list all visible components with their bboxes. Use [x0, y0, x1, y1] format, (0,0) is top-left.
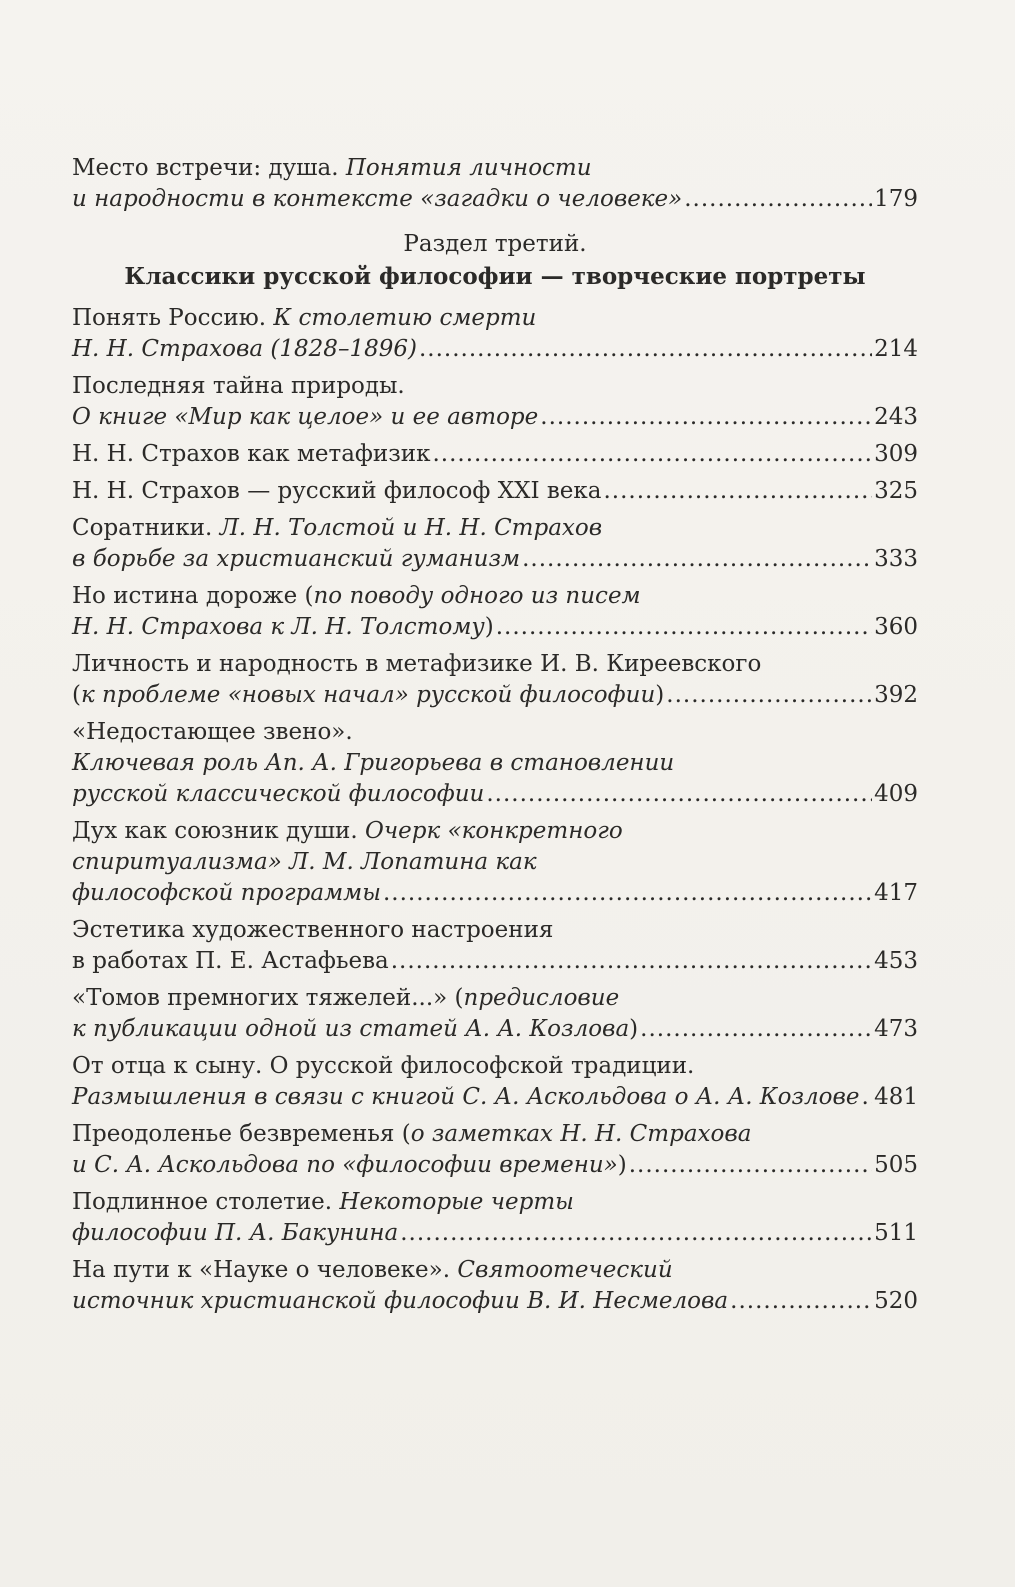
toc-entry-text [72, 334, 417, 365]
page-number: 505 [874, 1152, 918, 1178]
toc-entry-text [72, 946, 389, 977]
toc-plain-text: Н. Н. Страхов — русский философ XXI века [72, 478, 602, 504]
toc-italic-text: предисловие [463, 985, 620, 1011]
toc-entry-last-line [72, 1014, 918, 1045]
page-number: 360 [874, 614, 918, 640]
dot-leader [540, 402, 872, 433]
toc-entry-last-line [72, 946, 918, 977]
page-number: 214 [874, 336, 918, 362]
toc-italic-text: философской программы [72, 880, 381, 906]
toc-entry-last-line [72, 184, 918, 215]
toc-entry-text [72, 1286, 728, 1317]
toc-plain-text: Н. Н. Страхов как метафизик [72, 441, 431, 467]
dot-leader [391, 946, 872, 977]
toc-entry-line [72, 1051, 918, 1082]
toc-entry-text [72, 305, 536, 331]
toc-plain-text: в работах П. Е. Астафьева [72, 948, 389, 974]
toc-entry-text [72, 1121, 751, 1147]
toc-entry-text [72, 985, 619, 1011]
toc-entry-text [72, 719, 353, 745]
toc-entry-last-line [72, 544, 918, 575]
dot-leader [400, 1218, 872, 1249]
page-number: 520 [874, 1288, 918, 1314]
dot-leader [684, 184, 872, 215]
toc-entry-last-line [72, 680, 918, 711]
toc-entry-text [72, 651, 761, 677]
toc-entry-line [72, 915, 918, 946]
toc-italic-text: Л. Н. Толстой и Н. Н. Страхов [219, 515, 603, 541]
toc-entry-last-line [72, 1286, 918, 1317]
page-number: 481 [874, 1084, 918, 1110]
page-number: 417 [874, 880, 918, 906]
dot-leader [604, 476, 873, 507]
toc-entry-text [72, 373, 405, 399]
toc-plain-text: ) [655, 682, 665, 708]
dot-leader [433, 439, 873, 470]
page-number: 325 [874, 478, 918, 504]
dot-leader [522, 544, 872, 575]
toc-entries [72, 303, 918, 1317]
toc-plain-text: ) [617, 1152, 627, 1178]
toc-entry-line [72, 371, 918, 402]
dot-leader [730, 1286, 872, 1317]
toc-italic-text: в борьбе за христианский гуманизм [72, 546, 521, 572]
toc-plain-text: Понять Россию. [72, 305, 274, 331]
toc-entry [72, 983, 918, 1045]
toc-entry-line [72, 1255, 918, 1286]
toc-entry-line [72, 303, 918, 334]
toc-plain-text: Дух как союзник души. [72, 818, 365, 844]
toc-entry-line [72, 581, 918, 612]
toc-italic-text: русской классической философии [72, 781, 485, 807]
toc-entry [72, 371, 918, 433]
toc-italic-text: Очерк «конкретного [364, 818, 623, 844]
toc-plain-text: ) [629, 1016, 639, 1042]
toc-entry-last-line [72, 878, 918, 909]
toc-entry-last-line [72, 439, 918, 470]
toc-entry-last-line [72, 334, 918, 365]
toc-entry-last-line [72, 476, 918, 507]
dot-leader [640, 1014, 872, 1045]
toc-entry [72, 303, 918, 365]
toc-entry-text [72, 680, 664, 711]
toc-italic-text: Понятия личности [345, 155, 592, 181]
toc-entry-text [72, 779, 484, 810]
toc-entry-text [72, 1189, 574, 1215]
dot-leader [629, 1150, 872, 1181]
toc-plain-text: Преодоленье безвременья ( [72, 1121, 411, 1147]
dot-leader [383, 878, 872, 909]
dot-leader [496, 612, 872, 643]
section-subtitle: Раздел третий. [403, 231, 587, 257]
dot-leader [419, 334, 872, 365]
toc-entry-text [72, 1014, 638, 1045]
toc-entry-line [72, 649, 918, 680]
toc-italic-text: источник христианской философии В. И. Несмелова [72, 1288, 729, 1314]
toc-entry [72, 153, 918, 215]
toc-plain-text: Эстетика художественного настроения [72, 917, 554, 943]
toc-plain-text: Подлинное столетие. [72, 1189, 340, 1215]
toc-entry-line [72, 983, 918, 1014]
toc-italic-text: философии П. А. Бакунина [72, 1220, 399, 1246]
toc-entry-last-line [72, 1150, 918, 1181]
toc-plain-text: «Недостающее звено». [72, 719, 353, 745]
toc-italic-text: Некоторые черты [339, 1189, 574, 1215]
toc-plain-text: Личность и народность в метафизике И. В. Киреевского [72, 651, 762, 677]
toc-entry-text [72, 1218, 398, 1249]
toc-entries-before-section [72, 153, 918, 215]
toc-entry-line [72, 717, 918, 748]
toc-entry [72, 649, 918, 711]
toc-entry-line [72, 1119, 918, 1150]
toc-entry-text [72, 849, 537, 875]
toc-italic-text: по поводу одного из писем [313, 583, 641, 609]
toc-italic-text: и С. А. Аскольдова по «философии времени» [72, 1152, 618, 1178]
toc-entry-line [72, 847, 918, 878]
page-number: 392 [874, 682, 918, 708]
toc-entry-last-line [72, 402, 918, 433]
section-heading [72, 229, 918, 293]
toc-entry-last-line [72, 1082, 918, 1113]
page-number: 179 [874, 186, 918, 212]
dot-leader [486, 779, 872, 810]
toc-entry-text [72, 515, 602, 541]
toc-entry-text [72, 439, 431, 470]
toc-plain-text: Место встречи: душа. [72, 155, 346, 181]
toc-plain-text: ( [72, 682, 81, 708]
toc-entry-text [72, 1053, 694, 1079]
toc-plain-text: Соратники. [72, 515, 220, 541]
toc-entry [72, 1119, 918, 1181]
toc-entry-text [72, 583, 641, 609]
page-number: 453 [874, 948, 918, 974]
page-number: 511 [874, 1220, 918, 1246]
toc-entry-text [72, 402, 538, 433]
toc-entry-text [72, 1257, 673, 1283]
toc-italic-text: Н. Н. Страхова к Л. Н. Толстому [72, 614, 485, 640]
toc-entry-text [72, 1150, 627, 1181]
toc-entry-text [72, 155, 592, 181]
page-number: 473 [874, 1016, 918, 1042]
toc-italic-text: Размышления в связи с книгой С. А. Аскольдова о А. А. Козлове [72, 1084, 860, 1110]
toc-entry [72, 1051, 918, 1113]
toc-plain-text: «Томов премногих тяжелей...» ( [72, 985, 464, 1011]
toc-plain-text: Но истина дороже ( [72, 583, 314, 609]
table-of-contents [72, 153, 918, 1323]
toc-entry-text [72, 878, 381, 909]
section-title: Классики русской философии — творческие портреты [124, 263, 866, 290]
toc-entry [72, 439, 918, 470]
toc-entry-last-line [72, 612, 918, 643]
toc-italic-text: к проблеме «новых начал» русской философии [80, 682, 656, 708]
toc-entry [72, 476, 918, 507]
toc-italic-text: и народности в контексте «загадки о человеке» [72, 186, 683, 212]
toc-entry-line [72, 816, 918, 847]
toc-entry [72, 1255, 918, 1317]
toc-entry-text [72, 750, 674, 776]
toc-entry [72, 581, 918, 643]
toc-entry [72, 816, 918, 909]
toc-italic-text: О книге «Мир как целое» и ее авторе [72, 404, 539, 430]
toc-entry-line [72, 1187, 918, 1218]
toc-italic-text: спиритуализма» Л. М. Лопатина как [72, 849, 537, 875]
toc-entry-line [72, 153, 918, 184]
toc-entry-text [72, 818, 623, 844]
toc-italic-text: Святоотеческий [457, 1257, 673, 1283]
page-number: 409 [874, 781, 918, 807]
toc-italic-text: о заметках Н. Н. Страхова [410, 1121, 752, 1147]
toc-entry [72, 915, 918, 977]
toc-entry-text [72, 1082, 860, 1113]
toc-plain-text: От отца к сыну. О русской философской традиции. [72, 1053, 695, 1079]
toc-entry-text [72, 476, 602, 507]
toc-plain-text: На пути к «Науке о человеке». [72, 1257, 458, 1283]
toc-entry [72, 717, 918, 810]
toc-italic-text: к публикации одной из статей А. А. Козлова [72, 1016, 630, 1042]
toc-plain-text: ) [484, 614, 494, 640]
toc-italic-text: Н. Н. Страхова (1828–1896) [72, 336, 417, 362]
dot-leader [666, 680, 872, 711]
toc-entry-line [72, 748, 918, 779]
toc-entry-line [72, 513, 918, 544]
toc-italic-text: Ключевая роль Ап. А. Григорьева в становлении [72, 750, 675, 776]
toc-entry-text [72, 612, 494, 643]
toc-entry [72, 513, 918, 575]
toc-entry-text [72, 917, 553, 943]
toc-entry-last-line [72, 1218, 918, 1249]
page-number: 243 [874, 404, 918, 430]
toc-entry-last-line [72, 779, 918, 810]
dot-leader [862, 1082, 873, 1113]
toc-entry [72, 1187, 918, 1249]
toc-italic-text: К столетию смерти [273, 305, 537, 331]
page-number: 333 [874, 546, 918, 572]
toc-plain-text: Последняя тайна природы. [72, 373, 405, 399]
toc-entry-text [72, 544, 520, 575]
toc-entry-text [72, 184, 682, 215]
page-number: 309 [874, 441, 918, 467]
